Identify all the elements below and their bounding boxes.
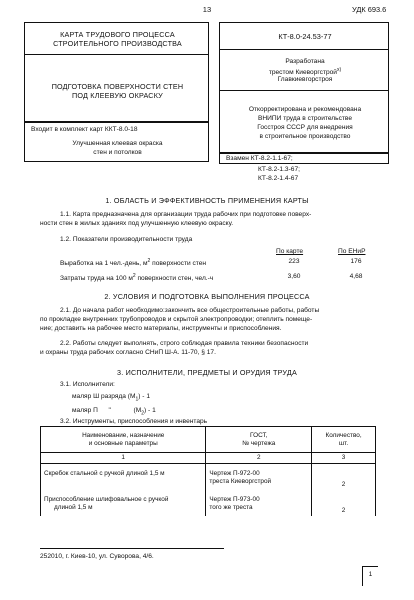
table-header-name: Наименование, назначение и основные параметры	[41, 427, 206, 453]
document-code: КТ-8.0-24.53-77	[278, 32, 332, 41]
map-title-line1: КАРТА ТРУДОВОГО ПРОЦЕССА	[60, 30, 175, 39]
section3-title: 3. ИСПОЛНИТЕЛИ, ПРЕДМЕТЫ И ОРУДИЯ ТРУДА	[117, 368, 297, 377]
subject-line1: ПОДГОТОВКА ПОВЕРХНОСТИ СТЕН	[51, 82, 184, 91]
map-title-line2: СТРОИТЕЛЬНОГО ПРОИЗВОДСТВА	[53, 39, 182, 48]
recommended-line2: ВНИПИ труда в строительстве	[257, 115, 352, 122]
footnote-mark: х)	[337, 67, 342, 73]
kit-label: Входит в комплект карт ККТ-8.0-18	[31, 126, 138, 133]
table-header-gost: ГОСТ, № чертежа	[206, 427, 312, 453]
table-col-number: 1	[41, 453, 206, 464]
footer-address: 252010, г. Киев-10, ул. Суворова, 4/6.	[40, 553, 154, 560]
table-header-qty: Количество, шт.	[312, 427, 376, 453]
section1-p1-line2: ности стен в жилых зданиях под улучшенную клеевую окраску.	[40, 220, 234, 227]
page-number: 13	[202, 5, 212, 14]
row1-card-value: 223	[288, 258, 300, 265]
table-cell-qty: 2	[312, 490, 376, 516]
section2-p2-line1: 2.2. Работы следует выполнять, строго соблюдая правила техники безопасности	[60, 340, 309, 347]
replaces-box	[219, 153, 389, 164]
table-cell-qty: 2	[312, 464, 376, 490]
col-by-enir: По ЕНиР	[338, 248, 366, 255]
row2-enir-value: 4,68	[349, 273, 363, 280]
row1-enir-value: 176	[350, 258, 362, 265]
subject-line2: ПОД КЛЕЕВУЮ ОКРАСКУ	[72, 91, 163, 100]
col-by-card: По карте	[276, 248, 304, 255]
footnote-rule	[40, 548, 224, 549]
table-cell-gost: Чертеж П-972-00 треста Киеворгстрой	[206, 464, 312, 490]
recommended-line3: Госстроя СССР для внедрения	[257, 124, 353, 131]
worker1: маляр Ш разряда $(М_1) - 1$	[72, 393, 150, 403]
right-top-box	[219, 22, 389, 153]
table-number-row	[41, 453, 376, 464]
section2-title: 2. УСЛОВИЯ И ПОДГОТОВКА ВЫПОЛНЕНИЯ ПРОЦЕССА	[104, 292, 310, 301]
table-row	[41, 490, 376, 516]
recommended-line4: в строительное производство	[259, 133, 351, 140]
table-row	[41, 464, 376, 490]
instruments-table	[40, 426, 376, 516]
section2-p1-line3: ние; доставить на рабочее место материалы, инструменты и приспособления.	[40, 325, 282, 332]
recommended-line1: Откорректирована и рекомендована	[248, 106, 362, 113]
developed-line1: Разработана	[285, 58, 325, 65]
table-cell-gost: Чертеж П-973-00 того же треста	[206, 490, 312, 516]
worker2: маляр П " $(М_2) - 1$	[72, 407, 156, 417]
table-cell-name: Приспособление шлифовальное с ручкой длиной 1,5 м	[41, 490, 206, 516]
section3-p1: 3.1. Исполнители:	[60, 381, 115, 388]
table-col-number: 2	[206, 453, 312, 464]
page-box: 1	[362, 566, 378, 586]
section2-p1-line2: по прокладке внутренних трубопроводов и скрытой электропроводки; отеплить помеще-	[40, 316, 313, 323]
table-cell-name: Скребок стальной с ручкой длиной 1,5 м	[41, 464, 206, 490]
section2-p1-line1: 2.1. До начала работ необходимо:закончить все общестроительные работы, работы	[60, 307, 320, 314]
left-top-box	[24, 22, 209, 122]
section3-p2: 3.2. Инструменты, приспособления и инвентарь	[60, 418, 208, 425]
replaces-line1: Взамен КТ-8.2-1.1-67;	[226, 155, 293, 162]
kit-name-line1: Улучшенная клеевая окраска	[72, 140, 163, 147]
replaces-line3: КТ-8.2-1.4-67	[258, 175, 299, 182]
kit-name-line2: стен и потолков	[93, 149, 142, 156]
table-header-row	[41, 427, 376, 453]
section1-p1-line1: 1.1. Карта предназначена для организации труда рабочих при подготовке поверх-	[60, 211, 312, 218]
section1-title: 1. ОБЛАСТЬ И ЭФФЕКТИВНОСТЬ ПРИМЕНЕНИЯ КАРТЫ	[105, 196, 309, 205]
developed-line2: трестом Киеворгстрой$^{х)}$	[268, 67, 342, 77]
udk-code: УДК 693.6	[352, 5, 387, 14]
replaces-line2: КТ-8.2-1.3-67;	[258, 166, 300, 173]
row1-label: Выработка на 1 чел.-день, $м^2$ поверхности стен	[60, 258, 207, 268]
section1-p2: 1.2. Показатели производительности труда	[60, 236, 193, 243]
left-kit-box	[24, 122, 209, 162]
row2-card-value: 3,60	[287, 273, 301, 280]
developed-line3: Главкиевгорстроя	[277, 76, 333, 83]
section2-p2-line2: и охраны труда рабочих согласно СНиП Ш-А. 11-70, § 17.	[40, 349, 216, 356]
table-col-number: 3	[312, 453, 376, 464]
row2-label: Затраты труда на 100 $м^2$ поверхности стен, чел.-ч	[60, 273, 214, 283]
